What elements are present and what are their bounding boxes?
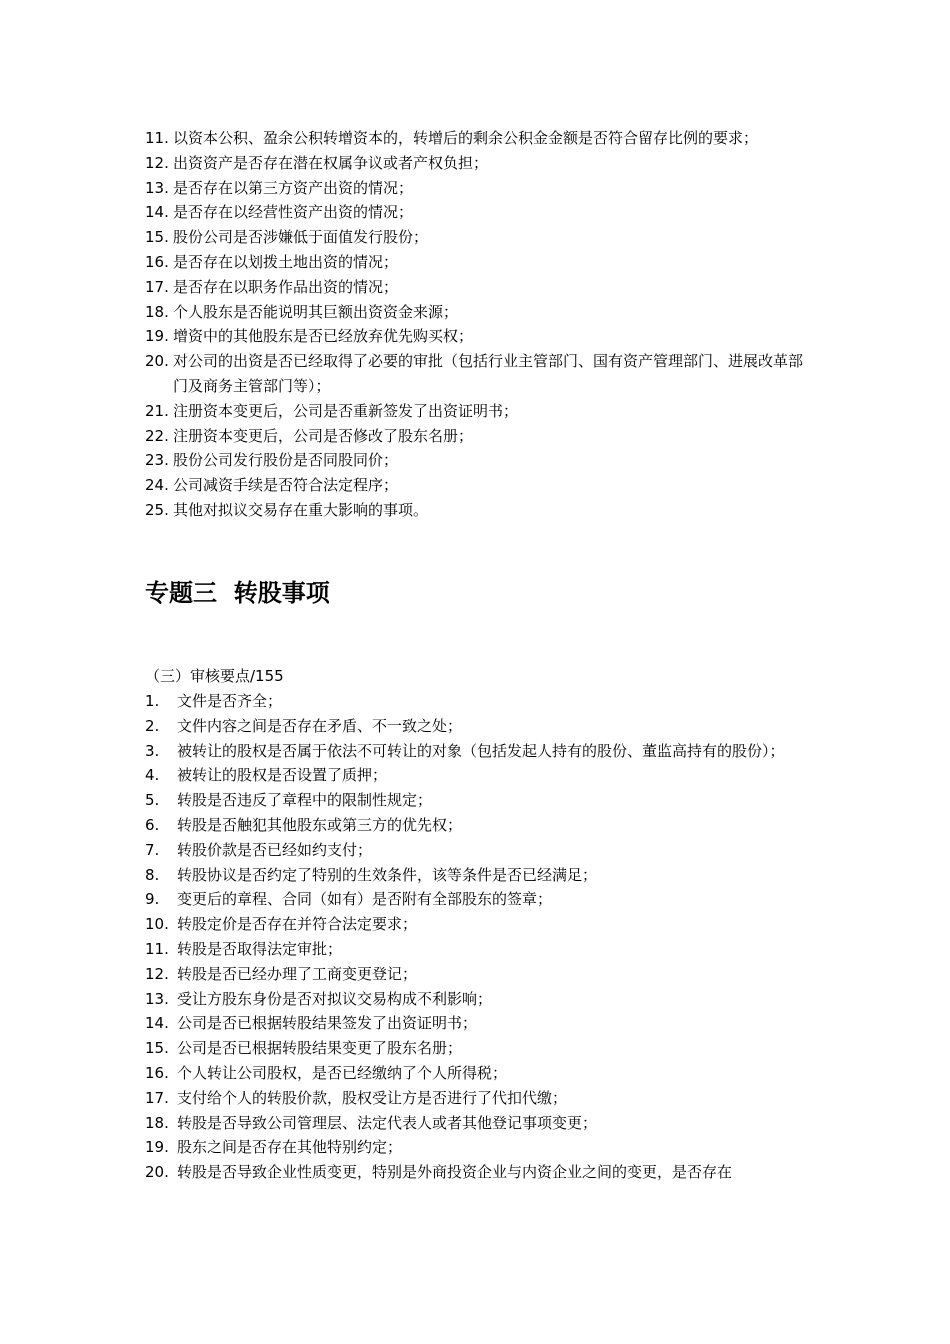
item-text: 转股是否触犯其他股东或第三方的优先权； bbox=[177, 815, 463, 834]
list-item bbox=[145, 863, 815, 888]
item-text: 被转让的股权是否设置了质押； bbox=[177, 766, 388, 785]
item-number: 12. bbox=[145, 153, 169, 172]
item-number: 24. bbox=[145, 476, 169, 495]
item-number: 20. bbox=[145, 1163, 169, 1182]
list-item bbox=[145, 788, 815, 813]
item-number: 16. bbox=[145, 252, 169, 271]
list-item bbox=[145, 887, 815, 912]
item-text: 支付给个人的转股价款，股权受让方是否进行了代扣代缴； bbox=[177, 1088, 568, 1107]
list-item bbox=[145, 448, 815, 473]
list-item bbox=[145, 987, 815, 1012]
item-text: 其他对拟议交易存在重大影响的事项。 bbox=[173, 500, 429, 519]
list-item bbox=[145, 763, 815, 788]
item-text: 被转让的股权是否属于依法不可转让的对象（包括发起人持有的股份、董监高持有的股份）； bbox=[177, 741, 785, 760]
list-item bbox=[145, 962, 815, 987]
list-item bbox=[145, 912, 815, 937]
list-item bbox=[145, 151, 815, 176]
item-number: 17. bbox=[145, 1088, 169, 1107]
item-number: 20. bbox=[145, 352, 169, 371]
list-item bbox=[145, 1061, 815, 1086]
item-number: 2. bbox=[145, 716, 160, 735]
item-number: 15. bbox=[145, 1039, 169, 1058]
item-number: 1. bbox=[145, 692, 160, 710]
item-text: 转股是否违反了章程中的限制性规定； bbox=[177, 791, 433, 810]
list-item bbox=[145, 275, 815, 300]
item-text: 股东之间是否存在其他特别约定； bbox=[177, 1138, 403, 1157]
item-number: 25. bbox=[145, 500, 169, 519]
list-item bbox=[145, 498, 815, 523]
item-number: 5. bbox=[145, 791, 160, 810]
item-text: 是否存在以经营性资产出资的情况； bbox=[173, 203, 414, 222]
review-points-list bbox=[145, 689, 815, 1185]
list-item bbox=[145, 300, 815, 325]
item-number: 12. bbox=[145, 964, 169, 983]
item-number: 19. bbox=[145, 327, 169, 346]
item-text: 公司是否已根据转股结果变更了股东名册； bbox=[177, 1039, 463, 1058]
list-item bbox=[145, 126, 815, 151]
item-number: 18. bbox=[145, 1113, 169, 1132]
list-item bbox=[145, 324, 815, 349]
item-text: 个人股东是否能说明其巨额出资资金来源； bbox=[173, 302, 459, 321]
item-number: 13. bbox=[145, 989, 169, 1008]
item-number: 4. bbox=[145, 766, 160, 785]
item-number: 8. bbox=[145, 865, 160, 884]
list-item bbox=[145, 1036, 815, 1061]
item-text: 股份公司是否涉嫌低于面值发行股份； bbox=[173, 228, 429, 247]
item-text: 文件是否齐全； bbox=[177, 692, 283, 710]
list-item bbox=[145, 937, 815, 962]
item-number: 3. bbox=[145, 741, 160, 760]
item-text: 是否存在以职务作品出资的情况； bbox=[173, 277, 399, 296]
item-text: 注册资本变更后，公司是否修改了股东名册； bbox=[173, 426, 474, 445]
item-text: 受让方股东身份是否对拟议交易构成不利影响； bbox=[177, 989, 493, 1008]
item-text: 公司减资手续是否符合法定程序； bbox=[173, 476, 399, 495]
item-number: 9. bbox=[145, 890, 160, 909]
item-text: 转股协议是否约定了特别的生效条件，该等条件是否已经满足； bbox=[177, 865, 598, 884]
list-item bbox=[145, 399, 815, 424]
list-item bbox=[145, 1160, 815, 1185]
item-number: 11. bbox=[145, 939, 169, 958]
list-item bbox=[145, 200, 815, 225]
list-item bbox=[145, 250, 815, 275]
item-number: 6. bbox=[145, 815, 160, 834]
item-number: 23. bbox=[145, 451, 169, 470]
review-points-list-continued bbox=[145, 126, 815, 523]
item-number: 11. bbox=[145, 129, 169, 147]
item-text: 文件内容之间是否存在矛盾、不一致之处； bbox=[177, 716, 463, 735]
list-item bbox=[145, 176, 815, 201]
list-item bbox=[145, 1011, 815, 1036]
item-text: 转股是否取得法定审批； bbox=[177, 939, 343, 958]
item-number: 14. bbox=[145, 203, 169, 222]
item-text: 转股价款是否已经如约支付； bbox=[177, 840, 373, 859]
item-number: 10. bbox=[145, 915, 169, 934]
item-number: 17. bbox=[145, 277, 169, 296]
item-text: 是否存在以划拨土地出资的情况； bbox=[173, 252, 399, 271]
item-number: 16. bbox=[145, 1063, 169, 1082]
item-text: 转股定价是否存在并符合法定要求； bbox=[177, 915, 418, 934]
list-item bbox=[145, 838, 815, 863]
item-text: 公司是否已根据转股结果签发了出资证明书； bbox=[177, 1014, 478, 1033]
subsection-label: （三）审核要点/155 bbox=[145, 667, 284, 685]
item-number: 18. bbox=[145, 302, 169, 321]
list-item bbox=[145, 739, 815, 764]
item-text: 转股是否导致企业性质变更，特别是外商投资企业与内资企业之间的变更，是否存在 bbox=[177, 1163, 733, 1182]
item-text: 变更后的章程、合同（如有）是否附有全部股东的签章； bbox=[177, 890, 553, 909]
item-text: 转股是否导致公司管理层、法定代表人或者其他登记事项变更； bbox=[177, 1113, 598, 1132]
item-text: 转股是否已经办理了工商变更登记； bbox=[177, 964, 418, 983]
item-text: 以资本公积、盈余公积转增资本的，转增后的剩余公积金金额是否符合留存比例的要求； bbox=[173, 129, 759, 147]
item-text: 出资资产是否存在潜在权属争议或者产权负担； bbox=[173, 153, 489, 172]
item-text: 对公司的出资是否已经取得了必要的审批（包括行业主管部门、国有资产管理部门、进展改革部门及商务主管部门等）； bbox=[173, 352, 804, 395]
item-text: 增资中的其他股东是否已经放弃优先购买权； bbox=[173, 327, 474, 346]
item-number: 22. bbox=[145, 426, 169, 445]
item-number: 15. bbox=[145, 228, 169, 247]
list-item bbox=[145, 1135, 815, 1160]
list-item bbox=[145, 689, 815, 714]
item-number: 21. bbox=[145, 401, 169, 420]
item-text: 股份公司发行股份是否同股同价； bbox=[173, 451, 399, 470]
list-item bbox=[145, 473, 815, 498]
item-text: 是否存在以第三方资产出资的情况； bbox=[173, 178, 414, 197]
item-number: 13. bbox=[145, 178, 169, 197]
section-heading: 专题三 转股事项 bbox=[145, 579, 330, 607]
item-text: 个人转让公司股权，是否已经缴纳了个人所得税； bbox=[177, 1063, 508, 1082]
list-item bbox=[145, 225, 815, 250]
item-number: 7. bbox=[145, 840, 160, 859]
list-item bbox=[145, 1086, 815, 1111]
item-number: 19. bbox=[145, 1138, 169, 1157]
list-item bbox=[145, 424, 815, 449]
list-item bbox=[145, 714, 815, 739]
item-text: 注册资本变更后，公司是否重新签发了出资证明书； bbox=[173, 401, 519, 420]
list-item bbox=[145, 349, 815, 399]
item-number: 14. bbox=[145, 1014, 169, 1033]
list-item bbox=[145, 813, 815, 838]
list-item bbox=[145, 1111, 815, 1136]
